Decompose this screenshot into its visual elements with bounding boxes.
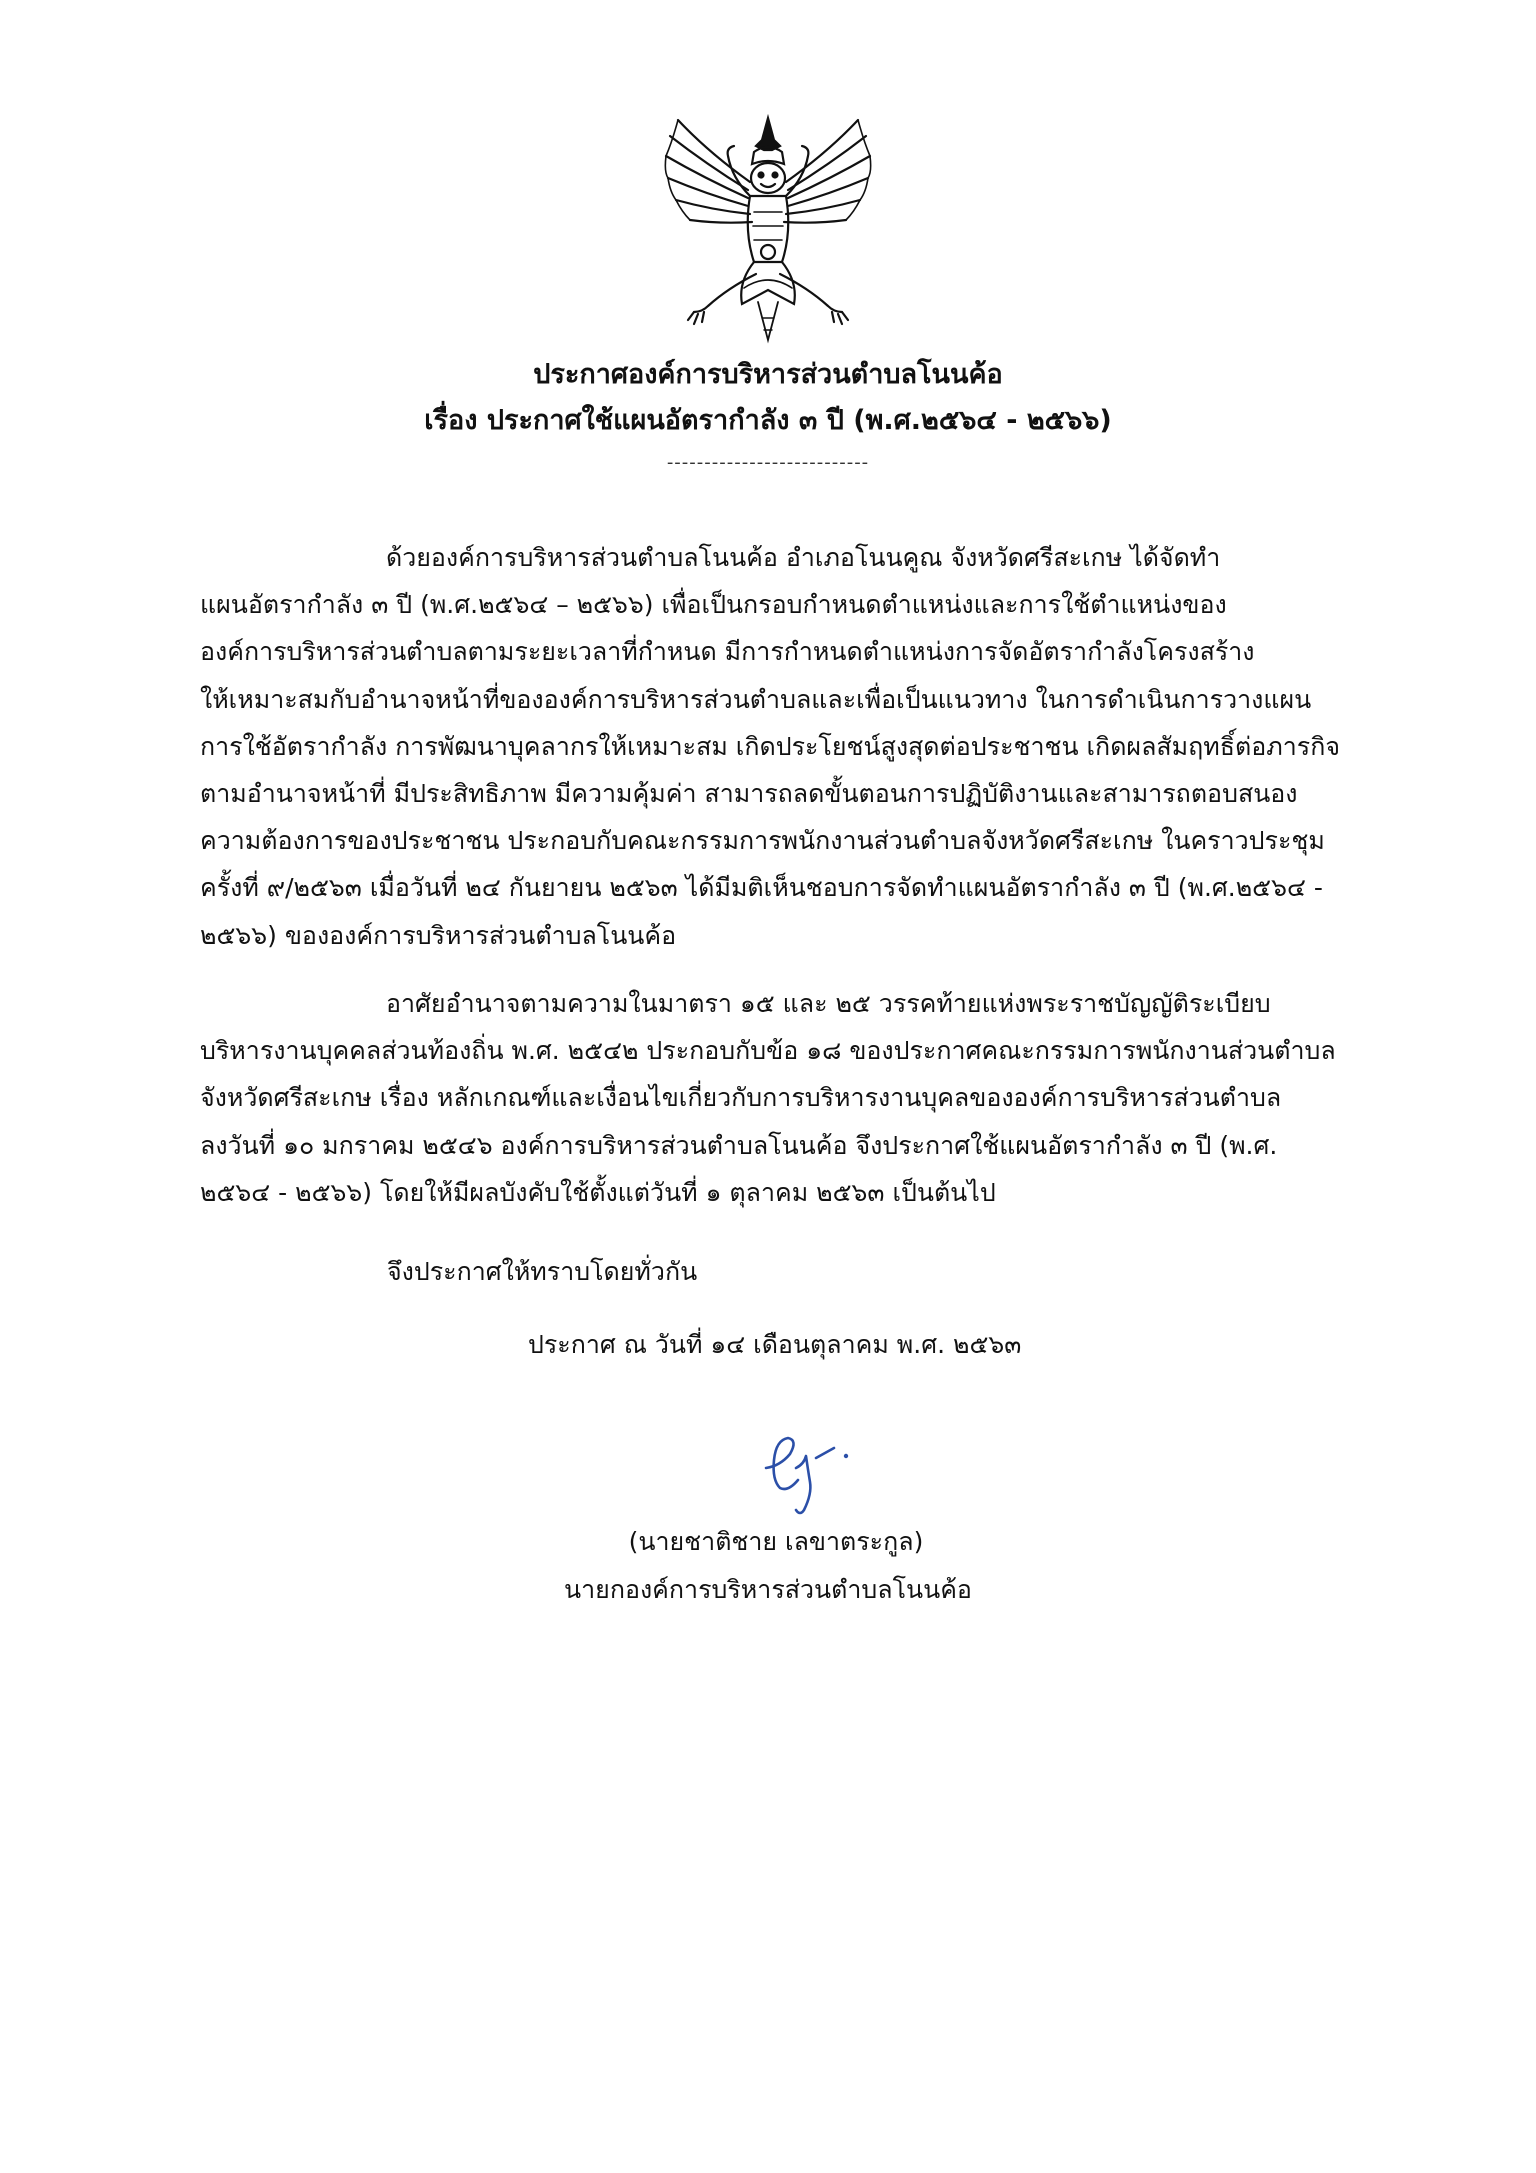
paragraph-line: ๒๕๖๔ - ๒๕๖๖) โดยให้มีผลบังคับใช้ตั้งแต่วันที่ ๑ ตุลาคม ๒๕๖๓ เป็นต้นไป — [200, 1177, 996, 1207]
announcement-subject: เรื่อง ประกาศใช้แผนอัตรากำลัง ๓ ปี (พ.ศ.๒๕๖๔ - ๒๕๖๖) — [424, 405, 1112, 436]
paragraph-line: ให้เหมาะสมกับอำนาจหน้าที่ขององค์การบริหารส่วนตำบลและเพื่อเป็นแนวทาง ในการดำเนินการวางแผน — [200, 684, 1312, 714]
body-paragraph-1 — [200, 534, 1378, 959]
announcement-date: ประกาศ ณ วันที่ ๑๔ เดือนตุลาคม พ.ศ. ๒๕๖๓ — [528, 1330, 1022, 1359]
heading-divider: --------------------------- — [666, 452, 870, 473]
paragraph-line: จังหวัดศรีสะเกษ เรื่อง หลักเกณฑ์และเงื่อนไขเกี่ยวกับการบริหารงานบุคลขององค์การบริหารส่วนตำบล — [200, 1083, 1282, 1113]
paragraph-line: ลงวันที่ ๑๐ มกราคม ๒๕๔๖ องค์การบริหารส่วนตำบลโนนค้อ จึงประกาศใช้แผนอัตรากำลัง ๓ ปี (พ.ศ. — [200, 1130, 1278, 1160]
paragraph-line: บริหารงานบุคคลส่วนท้องถิ่น พ.ศ. ๒๕๔๒ ประกอบกับข้อ ๑๘ ของประกาศคณะกรรมการพนักงานส่วนตำบล — [200, 1036, 1336, 1066]
garuda-emblem-icon — [658, 112, 878, 344]
signer-name: (นายชาติชาย เลขาตระกูล) — [628, 1527, 924, 1556]
paragraph-line: ความต้องการของประชาชน ประกอบกับคณะกรรมการพนักงานส่วนตำบลจังหวัดศรีสะเกษ ในคราวประชุม — [200, 826, 1325, 856]
paragraph-line: อาศัยอำนาจตามความในมาตรา ๑๕ และ ๒๕ วรรคท้ายแห่งพระราชบัญญัติระเบียบ — [386, 989, 1271, 1018]
paragraph-line: ตามอำนาจหน้าที่ มีประสิทธิภาพ มีความคุ้มค่า สามารถลดขั้นตอนการปฏิบัติงานและสามารถตอบสนอง — [200, 779, 1298, 809]
signer-title: นายกองค์การบริหารส่วนตำบลโนนค้อ — [564, 1575, 972, 1604]
paragraph-line: ครั้งที่ ๙/๒๕๖๓ เมื่อวันที่ ๒๔ กันยายน ๒๕๖๓ ได้มีมติเห็นชอบการจัดทำแผนอัตรากำลัง ๓ ปี (พ.ศ.๒๕๖๔ - — [200, 873, 1323, 903]
paragraph-line: ๒๕๖๖) ขององค์การบริหารส่วนตำบลโนนค้อ — [200, 920, 677, 950]
handwritten-signature — [760, 1418, 875, 1518]
paragraph-line: แผนอัตรากำลัง ๓ ปี (พ.ศ.๒๕๖๔ – ๒๕๖๖) เพื่อเป็นกรอบกำหนดตำแหน่งและการใช้ตำแหน่งของ — [200, 590, 1227, 620]
announcement-title: ประกาศองค์การบริหารส่วนตำบลโนนค้อ — [533, 359, 1003, 390]
paragraph-line: ด้วยองค์การบริหารส่วนตำบลโนนค้อ อำเภอโนนคูณ จังหวัดศรีสะเกษ ได้จัดทำ — [386, 543, 1221, 572]
paragraph-line: องค์การบริหารส่วนตำบลตามระยะเวลาที่กำหนด มีการกำหนดตำแหน่งการจัดอัตรากำลังโครงสร้าง — [200, 637, 1255, 667]
body-paragraph-2 — [200, 980, 1378, 1216]
paragraph-line: การใช้อัตรากำลัง การพัฒนาบุคลากรให้เหมาะสม เกิดประโยชน์สูงสุดต่อประชาชน เกิดผลสัมฤทธิ์ต่อภารกิจ — [200, 731, 1340, 761]
closing-statement: จึงประกาศให้ทราบโดยทั่วกัน — [387, 1257, 698, 1286]
